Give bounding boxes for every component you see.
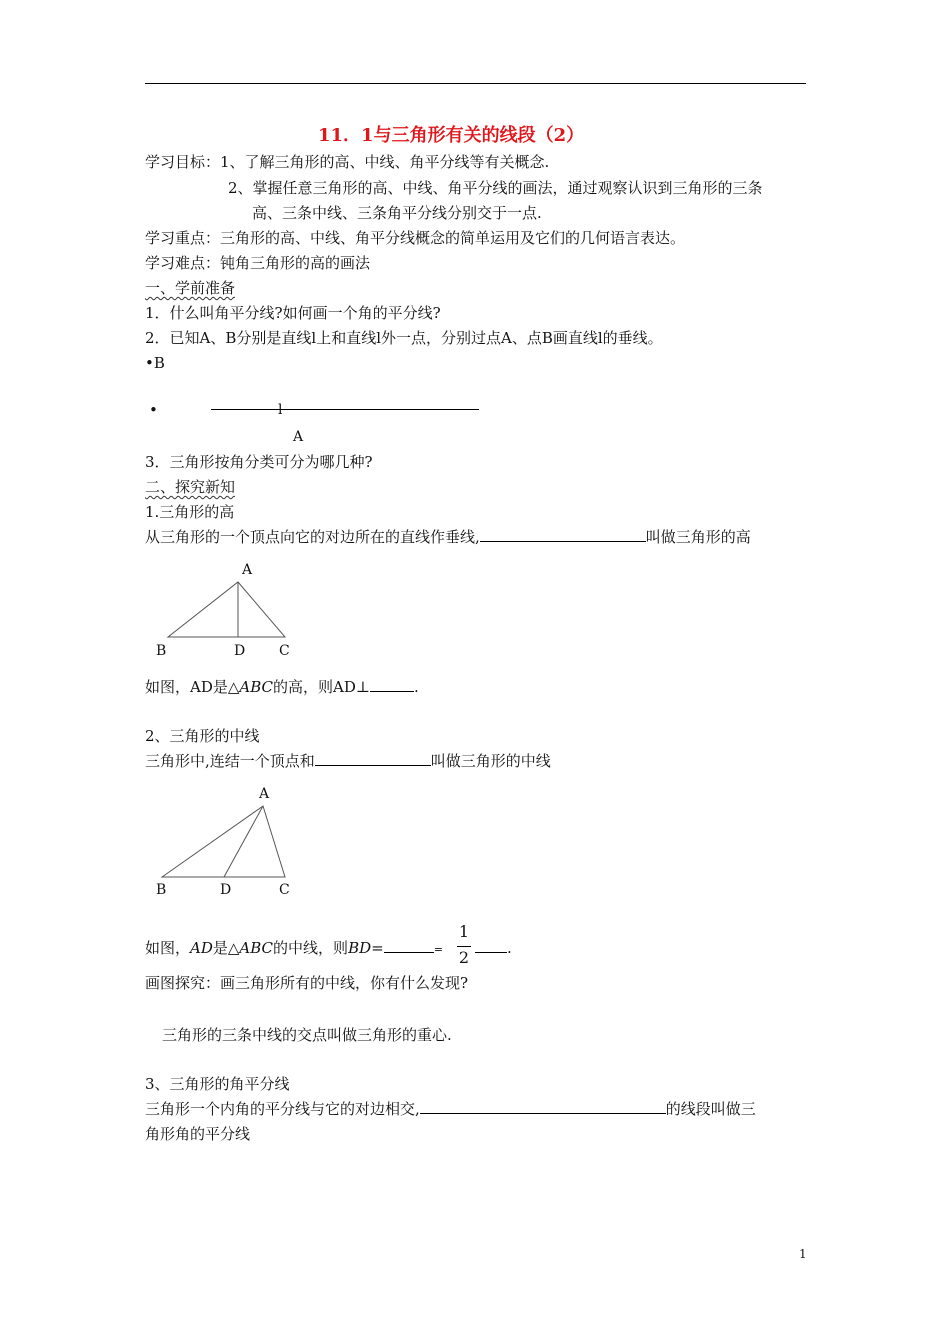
point-a-label: A	[293, 429, 304, 445]
altitude-stmt-abc: ABC	[239, 678, 274, 696]
label-c: C	[279, 643, 290, 659]
median-stmt-ad: AD	[190, 939, 213, 957]
median-statement	[145, 938, 443, 960]
label-a-2: A	[259, 786, 270, 802]
median-stmt-bd: BD	[348, 939, 372, 957]
key-point: 学习重点：三角形的高、中线、角平分线概念的简单运用及它们的几何语言表达。	[145, 229, 686, 247]
altitude-statement	[145, 677, 419, 697]
line-l-label: l	[278, 402, 283, 418]
median-ad	[224, 806, 263, 877]
bisector-heading: 3、三角形的角平分线	[145, 1075, 290, 1093]
objective-2-line1: 2、掌握任意三角形的高、中线、角平分线的画法，通过观察认识到三角形的三条	[228, 179, 763, 197]
median-stmt-eq: =	[371, 939, 384, 957]
median-stmt-end: .	[507, 939, 512, 957]
bisector-def-blank[interactable]	[420, 1099, 666, 1114]
median-stmt-eq2: =	[433, 943, 443, 956]
altitude-def-text-end: 叫做三角形的高	[645, 528, 751, 546]
label-d-2: D	[220, 882, 232, 898]
median-stmt-blank-2[interactable]	[475, 938, 507, 953]
label-c-2: C	[279, 882, 290, 898]
header-rule	[145, 83, 806, 84]
line-l	[211, 409, 479, 410]
altitude-figure	[150, 555, 310, 665]
label-b: B	[156, 643, 167, 659]
point-b-label: •B	[145, 354, 165, 372]
altitude-stmt-blank[interactable]	[370, 677, 414, 692]
median-figure	[150, 780, 310, 900]
altitude-stmt-end: .	[414, 678, 419, 696]
objectives-label: 学习目标：	[145, 153, 221, 171]
median-def-blank[interactable]	[315, 751, 431, 766]
median-explore: 画图探究：画三角形所有的中线，你有什么发现?	[145, 974, 469, 992]
fraction-numerator: 1	[458, 922, 470, 941]
bisector-definition	[145, 1099, 756, 1119]
median-stmt-then: 的中线，则	[273, 939, 349, 957]
bisector-def-text: 三角形一个内角的平分线与它的对边相交,	[145, 1100, 420, 1118]
median-definition	[145, 751, 551, 771]
median-def-text-end: 叫做三角形的中线	[430, 752, 551, 770]
label-a: A	[242, 562, 253, 578]
median-def-text: 三角形中,连结一个顶点和	[145, 752, 315, 770]
objective-2-line2: 高、三条中线、三条角平分线分别交于一点.	[252, 204, 542, 222]
label-d: D	[234, 643, 246, 659]
median-stmt-mid: 是△	[212, 939, 240, 957]
question-3: 3．三角形按角分类可分为哪几种?	[145, 453, 373, 471]
question-2: 2．已知A、B分别是直线l上和直线l外一点，分别过点A、点B画直线l的垂线。	[145, 329, 663, 347]
altitude-definition	[145, 527, 751, 547]
objective-1: 1、了解三角形的高、中线、角平分线等有关概念.	[220, 153, 550, 171]
bisector-definition-line2: 角形角的平分线	[145, 1125, 251, 1143]
section-heading-explore: 二、探究新知	[145, 478, 236, 496]
altitude-stmt-mid: 的高，则AD⊥	[273, 678, 370, 696]
page-title: 11．1与三角形有关的线段（2）	[318, 125, 585, 146]
altitude-heading: 1.三角形的高	[145, 503, 235, 521]
difficulty: 学习难点：钝角三角形的高的画法	[145, 254, 371, 272]
median-statement-tail	[475, 938, 512, 958]
median-stmt-blank-1[interactable]	[384, 938, 434, 953]
point-a-dot: •	[149, 401, 158, 419]
altitude-def-blank[interactable]	[480, 527, 646, 542]
altitude-def-text: 从三角形的一个顶点向它的对边所在的直线作垂线,	[145, 528, 480, 546]
fraction-bar	[457, 946, 471, 947]
median-stmt-abc: ABC	[239, 939, 274, 957]
triangle-abc	[168, 582, 285, 637]
median-stmt-prefix: 如图，	[145, 939, 191, 957]
fraction-denominator: 2	[458, 948, 470, 967]
question-1: 1．什么叫角平分线?如何画一个角的平分线?	[145, 304, 441, 322]
centroid-definition: 三角形的三条中线的交点叫做三角形的重心.	[162, 1026, 452, 1044]
bisector-def-text-end: 的线段叫做三	[665, 1100, 756, 1118]
objectives	[145, 152, 549, 172]
median-heading: 2、三角形的中线	[145, 727, 260, 745]
triangle-abc-2	[162, 806, 285, 877]
label-b-2: B	[156, 882, 167, 898]
altitude-stmt-text: 如图，AD是△	[145, 678, 240, 696]
section-heading-prep: 一、学前准备	[145, 279, 236, 297]
page-number: 1	[799, 1247, 807, 1261]
